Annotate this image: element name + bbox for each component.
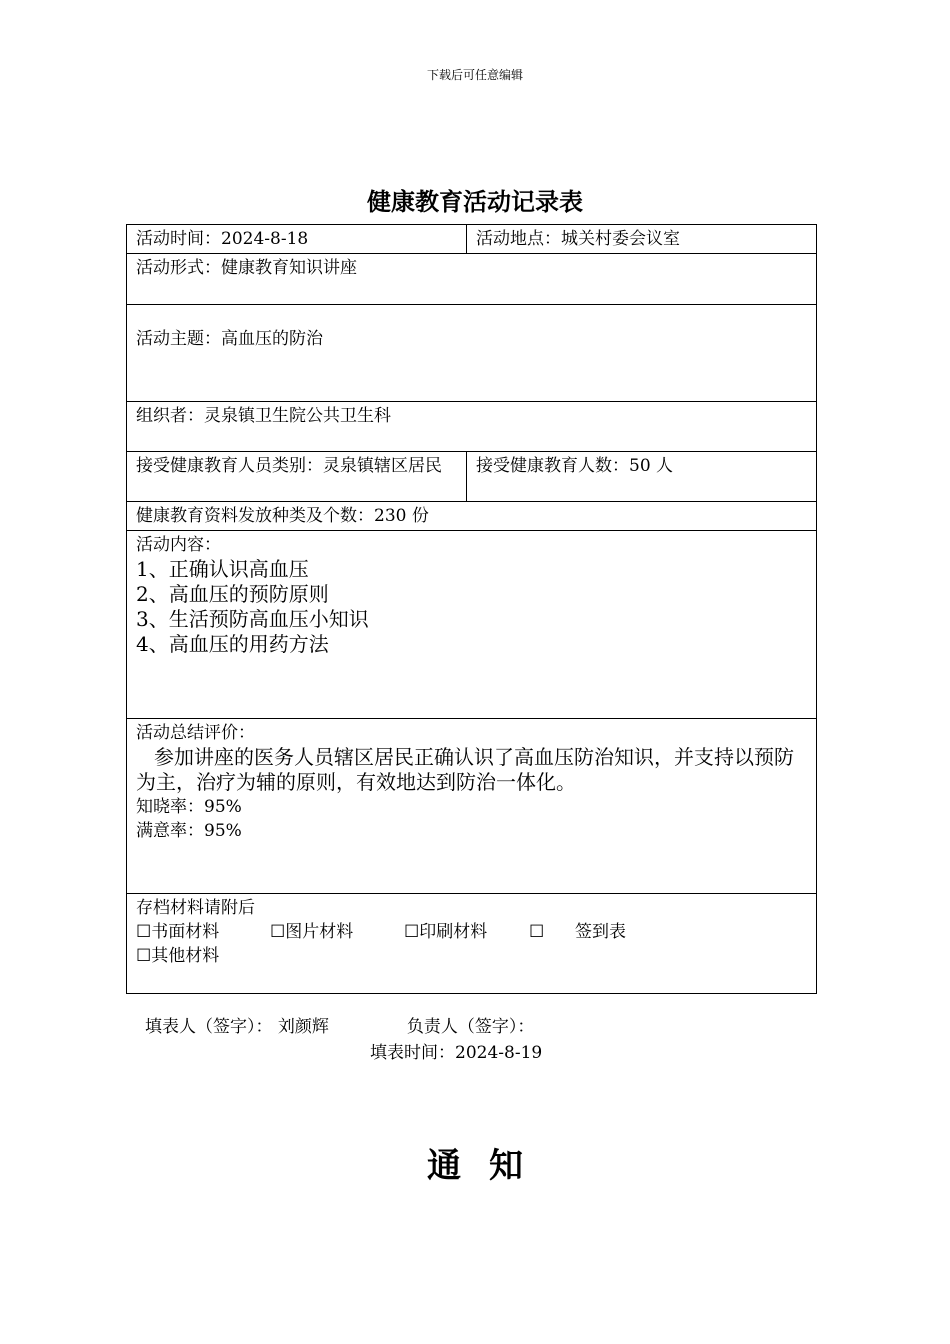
checkbox-sign-in-sheet[interactable]: ☐ [529, 922, 545, 942]
satisfaction-rate: 满意率：95% [136, 821, 242, 841]
organizer: 组织者：灵泉镇卫生院公共卫生科 [127, 402, 817, 452]
record-table [126, 224, 817, 994]
activity-content [127, 531, 817, 719]
summary-label: 活动总结评价： [136, 723, 255, 743]
activity-place: 活动地点：城关村委会议室 [467, 225, 817, 254]
checkbox-other-materials[interactable]: ☐其他材料 [136, 946, 220, 966]
checkbox-printed-materials[interactable]: ☐印刷材料 [404, 922, 488, 942]
audience-type: 接受健康教育人员类别：灵泉镇辖区居民 [127, 452, 467, 502]
filler-signature: 填表人（签字）： 刘颜辉 [145, 1017, 329, 1037]
awareness-rate: 知晓率：95% [136, 797, 242, 817]
audience-count: 接受健康教育人数：50 人 [467, 452, 817, 502]
header-note: 下载后可任意编辑 [426, 68, 523, 82]
content-item: 4、高血压的用药方法 [136, 632, 329, 656]
notice-title: 通知 [427, 1146, 551, 1186]
sign-in-sheet-label: 签到表 [575, 922, 626, 942]
materials-count: 健康教育资料发放种类及个数：230 份 [127, 502, 817, 531]
content-label: 活动内容： [136, 535, 221, 555]
signature-line [145, 1012, 534, 1037]
activity-time: 活动时间：2024-8-18 [127, 225, 467, 254]
content-item: 1、正确认识高血压 [136, 557, 309, 581]
content-item: 2、高血压的预防原则 [136, 582, 329, 606]
checkbox-picture-materials[interactable]: ☐图片材料 [270, 922, 354, 942]
fill-date: 填表时间：2024-8-19 [370, 1043, 543, 1063]
activity-summary [127, 719, 817, 894]
activity-form: 活动形式：健康教育知识讲座 [127, 254, 817, 305]
archive-label: 存档材料请附后 [136, 898, 255, 918]
archive-options-row [136, 920, 807, 944]
content-item: 3、生活预防高血压小知识 [136, 607, 369, 631]
responsible-signature: 负责人（签字）： [406, 1017, 535, 1037]
checkbox-written-materials[interactable]: ☐书面材料 [136, 922, 220, 942]
summary-text: 参加讲座的医务人员辖区居民正确认识了高血压防治知识，并支持以预防为主，治疗为辅的原则，有效地达到防治一体化。 [136, 745, 794, 794]
activity-theme: 活动主题：高血压的防治 [127, 305, 817, 402]
page-title: 健康教育活动记录表 [367, 187, 583, 216]
archive-section [127, 894, 817, 994]
